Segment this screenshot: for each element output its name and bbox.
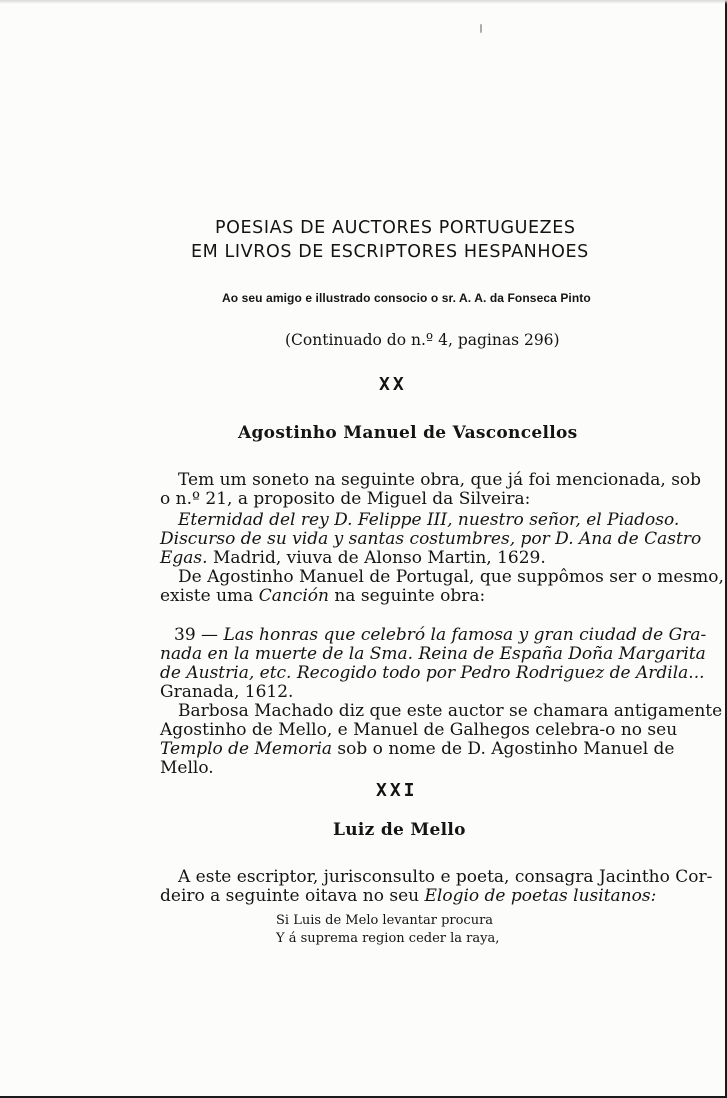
- page-edge-shadow: [0, 0, 727, 4]
- reference-line: Discurso de su vida y santas costumbres, por D. Ana de Castro: [160, 529, 702, 549]
- text-fragment: na seguinte obra:: [328, 586, 486, 606]
- section-heading-xx: Agostinho Manuel de Vasconcellos: [238, 423, 578, 443]
- work-title: Elogio de poetas lusitanos:: [424, 886, 657, 906]
- work-title: Canción: [258, 586, 329, 606]
- section-heading-xxi: Luiz de Mello: [333, 820, 466, 840]
- entry-line: [174, 625, 706, 645]
- paragraph-line: [160, 739, 674, 759]
- entry-line: Granada, 1612.: [160, 682, 294, 702]
- paragraph-line: Agostinho de Mello, e Manuel de Galhegos celebra-o no seu: [160, 720, 678, 740]
- print-speck: [480, 24, 482, 33]
- text-fragment: sob o nome de D. Agostinho Manuel de: [332, 739, 675, 759]
- text-fragment: deiro a seguinte oitava no seu: [160, 886, 425, 906]
- reference-author-fragment: Egas.: [160, 548, 208, 568]
- entry-number: 39 —: [174, 625, 224, 645]
- text-fragment: existe uma: [160, 586, 259, 606]
- verse-line: Y á suprema region ceder la raya,: [276, 931, 500, 946]
- work-title: Templo de Memoria: [160, 739, 333, 759]
- paragraph-line: [160, 886, 656, 906]
- paragraph-line: Tem um soneto na seguinte obra, que já foi mencionada, sob: [178, 470, 702, 490]
- section-number-xx: XX: [379, 374, 407, 395]
- paragraph-line: A este escriptor, jurisconsulto e poeta, consagra Jacintho Cor-: [178, 867, 713, 887]
- paragraph-line: De Agostinho Manuel de Portugal, que suppômos ser o mesmo,: [178, 567, 724, 587]
- paragraph-line: Mello.: [160, 758, 214, 778]
- paragraph-line: o n.º 21, a proposito de Miguel da Silveira:: [160, 489, 531, 509]
- reference-line: [160, 548, 546, 568]
- title-line-2: EM LIVROS DE ESCRIPTORES HESPANHOES: [191, 242, 589, 262]
- section-number-xxi: XXI: [376, 780, 418, 801]
- entry-line: nada en la muerte de la Sma. Reina de España Doña Margarita: [160, 644, 706, 664]
- entry-line: de Austria, etc. Recogido todo por Pedro Rodriguez de Ardila...: [160, 663, 705, 683]
- entry-title: Las honras que celebró la famosa y gran ciudad de Gra-: [223, 625, 707, 645]
- continuation-note: (Continuado do n.º 4, paginas 296): [285, 331, 560, 349]
- title-line-1: POESIAS DE AUCTORES PORTUGUEZES: [215, 218, 576, 238]
- paragraph-line: Barbosa Machado diz que este auctor se chamara antigamente: [178, 701, 723, 721]
- reference-line: Eternidad del rey D. Felippe III, nuestro señor, el Piadoso.: [178, 510, 680, 530]
- reference-imprint: Madrid, viuva de Alonso Martin, 1629.: [207, 548, 546, 568]
- verse-line: Si Luis de Melo levantar procura: [276, 913, 494, 928]
- dedication: Ao seu amigo e illustrado consocio o sr. A. A. da Fonseca Pinto: [222, 291, 591, 305]
- paragraph-line: [160, 586, 485, 606]
